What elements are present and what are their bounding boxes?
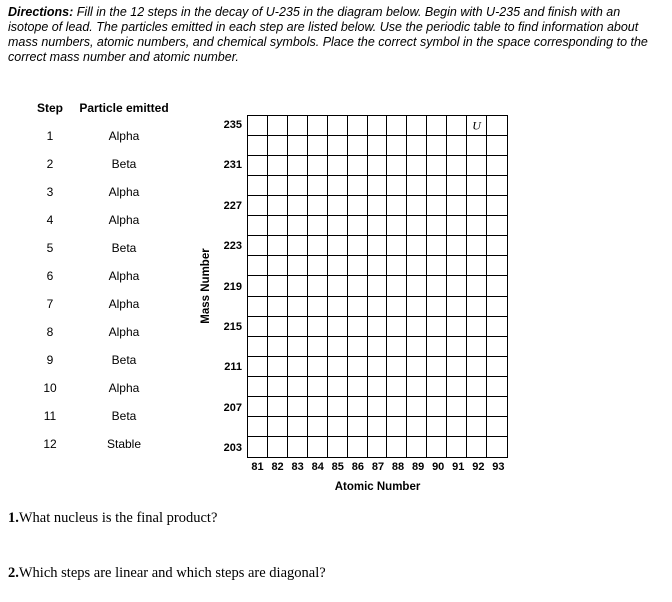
grid-cell[interactable] [308, 357, 328, 377]
steps-table-row [28, 206, 176, 234]
grid-cell[interactable] [467, 156, 487, 176]
grid-cell[interactable] [387, 397, 407, 417]
grid-cell[interactable] [487, 276, 507, 296]
y-tick-label: 207 [223, 401, 242, 414]
grid-cell[interactable] [308, 116, 328, 136]
x-tick-label: 93 [492, 461, 505, 473]
grid-cell[interactable] [447, 196, 467, 216]
grid-cell[interactable] [268, 357, 288, 377]
x-tick-label: 91 [452, 461, 465, 473]
grid-cell[interactable] [368, 437, 388, 457]
x-tick-label: 85 [331, 461, 344, 473]
grid-cell[interactable] [288, 136, 308, 156]
grid-cell[interactable] [308, 136, 328, 156]
directions-label: Directions: [8, 5, 74, 19]
grid-cell[interactable] [387, 116, 407, 136]
grid-cell[interactable] [447, 216, 467, 236]
step-number: 4 [46, 213, 54, 227]
grid-cell[interactable] [328, 176, 348, 196]
grid-cell[interactable] [467, 116, 487, 136]
y-tick-label: 235 [223, 119, 242, 132]
grid-cell[interactable] [427, 377, 447, 397]
grid-cell[interactable] [427, 196, 447, 216]
grid-cell[interactable] [248, 136, 268, 156]
grid-cell[interactable] [308, 437, 328, 457]
particle-emitted: Beta [111, 409, 137, 423]
step-number: 2 [46, 157, 54, 171]
grid-cell[interactable] [248, 116, 268, 136]
grid-cell[interactable] [348, 317, 368, 337]
question-2-number: 2. [8, 565, 19, 581]
grid-cell[interactable] [248, 256, 268, 276]
grid-cell[interactable] [288, 317, 308, 337]
grid-cell[interactable] [487, 297, 507, 317]
grid-cell[interactable] [348, 136, 368, 156]
grid-cell[interactable] [328, 377, 348, 397]
grid-cell[interactable] [467, 437, 487, 457]
grid-cell[interactable] [368, 337, 388, 357]
step-number: 1 [46, 129, 54, 143]
grid-cell[interactable] [288, 176, 308, 196]
steps-table-row [28, 374, 176, 402]
y-tick-label: 203 [223, 441, 242, 454]
grid-cell[interactable] [288, 337, 308, 357]
grid-cell[interactable] [447, 256, 467, 276]
grid-cell[interactable] [407, 196, 427, 216]
grid-cell[interactable] [248, 377, 268, 397]
grid-cell[interactable] [467, 176, 487, 196]
grid-cell[interactable] [328, 417, 348, 437]
steps-table-row [28, 234, 176, 262]
steps-table-header [28, 94, 176, 122]
grid-cell[interactable] [407, 317, 427, 337]
grid-cell[interactable] [407, 417, 427, 437]
grid-cell[interactable] [447, 377, 467, 397]
grid-cell[interactable] [248, 317, 268, 337]
grid-cell[interactable] [487, 337, 507, 357]
grid-cell[interactable] [288, 196, 308, 216]
grid-cell[interactable] [328, 216, 348, 236]
grid-cell[interactable] [487, 216, 507, 236]
grid-cell[interactable] [427, 297, 447, 317]
grid-cell[interactable] [427, 317, 447, 337]
y-tick-label: 223 [223, 240, 242, 253]
grid-cell[interactable] [407, 397, 427, 417]
grid-cell[interactable] [288, 216, 308, 236]
grid-cell[interactable] [368, 317, 388, 337]
x-tick-label: 90 [432, 461, 445, 473]
decay-grid [247, 115, 508, 458]
grid-cell[interactable] [248, 437, 268, 457]
grid-cell[interactable] [427, 397, 447, 417]
grid-cell[interactable] [348, 337, 368, 357]
grid-cell[interactable] [407, 156, 427, 176]
grid-cell[interactable] [268, 337, 288, 357]
grid-cell[interactable] [368, 136, 388, 156]
grid-cell[interactable] [467, 337, 487, 357]
grid-cell[interactable] [427, 216, 447, 236]
grid-cell[interactable] [387, 417, 407, 437]
steps-table-row [28, 402, 176, 430]
grid-cell[interactable] [407, 276, 427, 296]
grid-cell[interactable] [387, 377, 407, 397]
grid-cell[interactable] [427, 136, 447, 156]
question-1-text: What nucleus is the final product? [18, 510, 218, 526]
grid-cell[interactable] [427, 357, 447, 377]
grid-cell[interactable] [348, 236, 368, 256]
grid-cell[interactable] [387, 156, 407, 176]
steps-table-row [28, 262, 176, 290]
step-number: 11 [43, 409, 57, 423]
step-number: 6 [46, 269, 54, 283]
grid-cell[interactable] [427, 116, 447, 136]
x-tick-label: 88 [391, 461, 405, 473]
grid-cell[interactable] [328, 437, 348, 457]
question-1-number: 1. [8, 510, 19, 526]
x-tick-label: 83 [291, 461, 304, 473]
grid-cell[interactable] [427, 276, 447, 296]
grid-cell[interactable] [308, 156, 328, 176]
grid-cell[interactable] [487, 156, 507, 176]
grid-cell[interactable] [368, 236, 388, 256]
grid-cell[interactable] [387, 176, 407, 196]
grid-cell[interactable] [447, 437, 467, 457]
grid-cell[interactable] [407, 357, 427, 377]
y-axis-ticks [204, 115, 242, 458]
grid-cell[interactable] [447, 357, 467, 377]
particle-emitted: Stable [106, 437, 142, 451]
grid-cell[interactable] [348, 297, 368, 317]
grid-cell[interactable] [467, 417, 487, 437]
grid-cell[interactable] [348, 176, 368, 196]
grid-cell[interactable] [268, 317, 288, 337]
grid-cell[interactable] [427, 337, 447, 357]
grid-cell[interactable] [447, 397, 467, 417]
grid-cell[interactable] [348, 417, 368, 437]
steps-table-row [28, 122, 176, 150]
grid-cell[interactable] [387, 337, 407, 357]
grid-cell[interactable] [308, 397, 328, 417]
y-tick-label: 227 [223, 199, 242, 212]
x-axis-ticks [247, 461, 508, 475]
grid-cell[interactable] [427, 176, 447, 196]
grid-cell[interactable] [427, 256, 447, 276]
steps-table-row [28, 178, 176, 206]
grid-cell[interactable] [328, 256, 348, 276]
directions-text: Fill in the 12 steps in the decay of U-235 in the diagram below. Begin with U-235 and finish with an isotope of lead. The particles emitted in each step are listed below. Use the periodic table to find information about mass numbers, atomic numbers, and chemical symbols. Place the correct symbol in the space corresponding to the correct mass number and atomic number. [8, 5, 648, 64]
grid-cell[interactable] [427, 236, 447, 256]
particle-emitted: Alpha [108, 213, 140, 227]
grid-cell[interactable] [248, 236, 268, 256]
grid-cell[interactable] [268, 397, 288, 417]
grid-cell[interactable] [248, 417, 268, 437]
grid-cell[interactable] [268, 276, 288, 296]
grid-cell[interactable] [487, 176, 507, 196]
grid-cell[interactable] [268, 297, 288, 317]
grid-cell[interactable] [368, 196, 388, 216]
grid-cell[interactable] [387, 357, 407, 377]
grid-cell[interactable] [308, 176, 328, 196]
particle-emitted: Alpha [108, 269, 140, 283]
grid-cell[interactable] [467, 256, 487, 276]
grid-cell[interactable] [387, 256, 407, 276]
grid-cell[interactable] [268, 196, 288, 216]
grid-cell[interactable] [328, 196, 348, 216]
grid-cell[interactable] [348, 116, 368, 136]
grid-cell[interactable] [407, 377, 427, 397]
grid-cell[interactable] [308, 417, 328, 437]
step-number: 9 [46, 353, 54, 367]
grid-cell[interactable] [308, 297, 328, 317]
grid-cell[interactable] [348, 256, 368, 276]
grid-cell[interactable] [487, 357, 507, 377]
grid-cell[interactable] [348, 437, 368, 457]
directions-paragraph [8, 5, 663, 65]
grid-cell[interactable] [447, 297, 467, 317]
grid-cell[interactable] [407, 116, 427, 136]
grid-cell[interactable] [288, 236, 308, 256]
steps-table [28, 94, 176, 458]
grid-cell[interactable] [248, 176, 268, 196]
grid-cell[interactable] [447, 156, 467, 176]
uranium-marker: U [472, 118, 481, 133]
grid-cell[interactable] [487, 196, 507, 216]
grid-cell[interactable] [268, 116, 288, 136]
grid-cell[interactable] [387, 437, 407, 457]
grid-cell[interactable] [308, 317, 328, 337]
grid-cell[interactable] [268, 176, 288, 196]
grid-cell[interactable] [328, 136, 348, 156]
step-number: 3 [46, 185, 54, 199]
grid-cell[interactable] [447, 337, 467, 357]
grid-cell[interactable] [288, 377, 308, 397]
grid-cell[interactable] [328, 156, 348, 176]
grid-cell[interactable] [288, 417, 308, 437]
grid-cell[interactable] [348, 196, 368, 216]
grid-cell[interactable] [288, 357, 308, 377]
grid-cell[interactable] [368, 176, 388, 196]
grid-cell[interactable] [368, 116, 388, 136]
grid-cell[interactable] [248, 337, 268, 357]
grid-cell[interactable] [328, 337, 348, 357]
grid-cell[interactable] [407, 337, 427, 357]
grid-cell[interactable] [328, 357, 348, 377]
step-number: 5 [46, 241, 54, 255]
steps-table-row [28, 290, 176, 318]
grid-cell[interactable] [248, 397, 268, 417]
grid-cell[interactable] [407, 236, 427, 256]
grid-cell[interactable] [248, 297, 268, 317]
grid-cell[interactable] [328, 116, 348, 136]
grid-cell[interactable] [368, 276, 388, 296]
grid-cell[interactable] [368, 216, 388, 236]
steps-table-row [28, 430, 176, 458]
grid-cell[interactable] [407, 256, 427, 276]
particle-emitted: Alpha [108, 381, 140, 395]
grid-cell[interactable] [328, 297, 348, 317]
grid-cell[interactable] [348, 377, 368, 397]
grid-cell[interactable] [308, 377, 328, 397]
grid-cell[interactable] [288, 116, 308, 136]
grid-cell[interactable] [487, 397, 507, 417]
grid-cell[interactable] [487, 116, 507, 136]
grid-cell[interactable] [407, 297, 427, 317]
grid-cell[interactable] [487, 236, 507, 256]
grid-cell[interactable] [368, 156, 388, 176]
question-1 [8, 510, 217, 527]
grid-cell[interactable] [487, 136, 507, 156]
grid-cell[interactable] [368, 377, 388, 397]
x-tick-label: 86 [351, 461, 364, 473]
grid-cell[interactable] [467, 276, 487, 296]
grid-cell[interactable] [467, 297, 487, 317]
step-number: 7 [46, 297, 54, 311]
particle-emitted: Alpha [108, 297, 140, 311]
step-number: 8 [46, 325, 54, 339]
y-tick-label: 219 [223, 280, 242, 293]
step-number: 10 [43, 381, 57, 395]
grid-cell[interactable] [248, 196, 268, 216]
grid-cell[interactable] [427, 417, 447, 437]
grid-cell[interactable] [348, 216, 368, 236]
particle-emitted: Alpha [108, 185, 140, 199]
grid-cell[interactable] [268, 256, 288, 276]
grid-cell[interactable] [467, 397, 487, 417]
grid-cell[interactable] [447, 116, 467, 136]
x-tick-label: 89 [411, 461, 425, 473]
grid-cell[interactable] [288, 437, 308, 457]
grid-cell[interactable] [447, 176, 467, 196]
grid-cell[interactable] [308, 256, 328, 276]
grid-cell[interactable] [288, 256, 308, 276]
steps-table-row [28, 150, 176, 178]
grid-cell[interactable] [407, 136, 427, 156]
grid-cell[interactable] [368, 297, 388, 317]
grid-cell[interactable] [368, 397, 388, 417]
grid-cell[interactable] [487, 317, 507, 337]
grid-cell[interactable] [308, 196, 328, 216]
grid-cell[interactable] [268, 156, 288, 176]
x-axis-label: Atomic Number [334, 481, 421, 493]
grid-cell[interactable] [348, 276, 368, 296]
question-2 [8, 565, 326, 582]
grid-cell[interactable] [467, 216, 487, 236]
grid-cell[interactable] [288, 297, 308, 317]
grid-cell[interactable] [387, 196, 407, 216]
x-tick-label: 84 [311, 461, 324, 473]
grid-cell[interactable] [387, 297, 407, 317]
grid-cell[interactable] [288, 397, 308, 417]
grid-cell[interactable] [427, 437, 447, 457]
grid-cell[interactable] [268, 417, 288, 437]
step-number: 12 [43, 437, 57, 451]
grid-cell[interactable] [308, 236, 328, 256]
grid-cell[interactable] [487, 437, 507, 457]
grid-cell[interactable] [308, 337, 328, 357]
particle-emitted: Alpha [108, 325, 140, 339]
grid-cell[interactable] [268, 136, 288, 156]
x-tick-label: 87 [371, 461, 385, 473]
grid-cell[interactable] [467, 317, 487, 337]
grid-cell[interactable] [288, 156, 308, 176]
grid-cell[interactable] [407, 176, 427, 196]
x-tick-label: 82 [271, 461, 284, 473]
grid-cell[interactable] [487, 377, 507, 397]
grid-cell[interactable] [328, 397, 348, 417]
grid-cell[interactable] [248, 276, 268, 296]
particle-emitted: Beta [111, 157, 137, 171]
grid-cell[interactable] [248, 156, 268, 176]
grid-cell[interactable] [348, 156, 368, 176]
x-tick-label: 92 [472, 461, 485, 473]
grid-cell[interactable] [268, 437, 288, 457]
grid-cell[interactable] [288, 276, 308, 296]
particle-emitted: Beta [111, 241, 137, 255]
particle-column-header: Particle emitted [79, 101, 169, 115]
grid-cell[interactable] [387, 236, 407, 256]
grid-cell[interactable] [467, 196, 487, 216]
steps-table-row [28, 318, 176, 346]
step-column-header: Step [36, 101, 63, 115]
steps-table-row [28, 346, 176, 374]
grid-cell[interactable] [348, 397, 368, 417]
grid-cell[interactable] [407, 437, 427, 457]
grid-cell[interactable] [268, 377, 288, 397]
question-2-text: Which steps are linear and which steps are diagonal? [18, 565, 326, 581]
grid-cell[interactable] [348, 357, 368, 377]
grid-cell[interactable] [387, 136, 407, 156]
grid-cell[interactable] [268, 216, 288, 236]
grid-cell[interactable] [467, 236, 487, 256]
grid-cell[interactable] [308, 276, 328, 296]
particle-emitted: Beta [111, 353, 137, 367]
grid-cell[interactable] [368, 256, 388, 276]
grid-cell[interactable] [368, 417, 388, 437]
grid-cell[interactable] [328, 317, 348, 337]
grid-cell[interactable] [387, 317, 407, 337]
grid-cell[interactable] [368, 357, 388, 377]
grid-cell[interactable] [487, 256, 507, 276]
grid-cell[interactable] [248, 216, 268, 236]
particle-emitted: Alpha [108, 129, 140, 143]
grid-cell[interactable] [328, 236, 348, 256]
grid-cell[interactable] [308, 216, 328, 236]
grid-cell[interactable] [248, 357, 268, 377]
grid-cell[interactable] [447, 276, 467, 296]
grid-cell[interactable] [268, 236, 288, 256]
grid-cell[interactable] [387, 216, 407, 236]
grid-cell[interactable] [487, 417, 507, 437]
x-tick-label: 81 [251, 461, 264, 473]
y-axis-label: Mass Number [200, 248, 212, 324]
grid-cell[interactable] [467, 377, 487, 397]
grid-cell[interactable] [447, 136, 467, 156]
grid-cell[interactable] [407, 216, 427, 236]
grid-cell[interactable] [467, 357, 487, 377]
grid-cell[interactable] [328, 276, 348, 296]
grid-cell[interactable] [447, 236, 467, 256]
y-tick-label: 231 [223, 159, 242, 172]
grid-cell[interactable] [447, 317, 467, 337]
grid-cell[interactable] [467, 136, 487, 156]
steps-table-body [28, 122, 176, 458]
y-tick-label: 211 [224, 361, 242, 374]
grid-cell[interactable] [447, 417, 467, 437]
grid-cell[interactable] [387, 276, 407, 296]
y-tick-label: 215 [223, 320, 242, 333]
grid-cell[interactable] [427, 156, 447, 176]
